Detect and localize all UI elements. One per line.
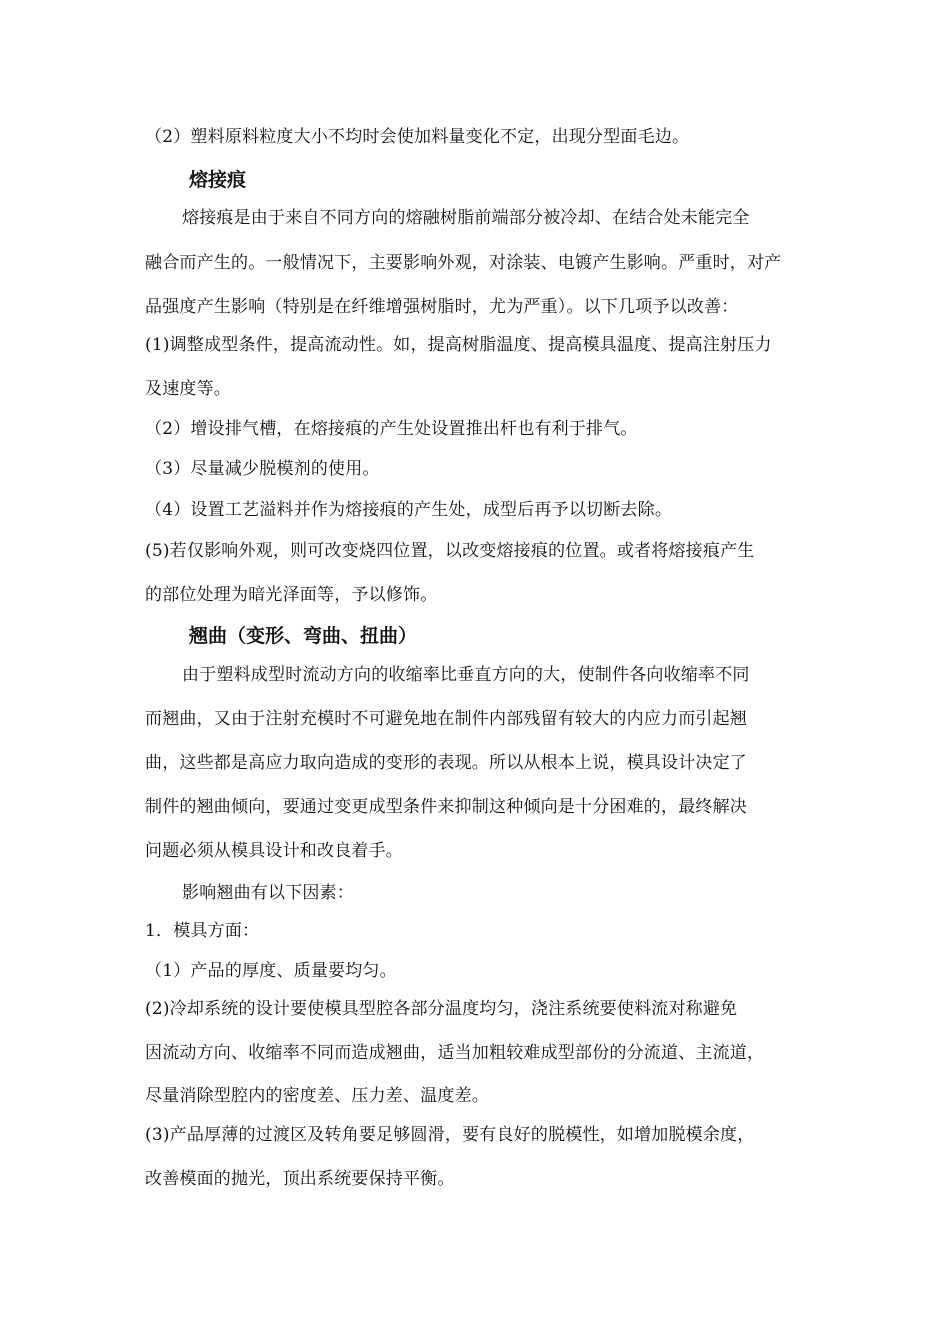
list-item-line: 的部位处理为暗光泽面等，予以修饰。 [145, 585, 438, 605]
factors-intro: 影响翘曲有以下因素： [182, 883, 354, 903]
paragraph-line: 曲，这些都是高应力取向造成的变形的表现。所以从根本上说，模具设计决定了 [145, 753, 747, 773]
list-item: （2）增设排气槽，在熔接痕的产生处设置推出杆也有利于排气。 [145, 419, 638, 439]
section-heading-weld-line: 熔接痕 [189, 169, 247, 191]
list-item-line: 改善模面的抛光，顶出系统要保持平衡。 [145, 1169, 455, 1189]
list-item: （1）产品的厚度、质量要均匀。 [145, 961, 397, 981]
list-item-line: (5)若仅影响外观，则可改变烧四位置，以改变熔接痕的位置。或者将熔接痕产生 [145, 541, 755, 561]
list-item: （3）尽量减少脱模剂的使用。 [145, 459, 380, 479]
list-item-line: 因流动方向、收缩率不同而造成翘曲，适当加粗较难成型部份的分流道、主流道， [145, 1043, 765, 1063]
paragraph-line: 融合而产生的。一般情况下，主要影响外观，对涂装、电镀产生影响。严重时，对产 [145, 253, 782, 273]
section-heading-warpage: 翘曲（变形、弯曲、扭曲） [189, 625, 418, 647]
subheading-mold: 1．模具方面： [145, 921, 260, 941]
list-item-line: 尽量消除型腔内的密度差、压力差、温度差。 [145, 1086, 489, 1106]
paragraph-line: 熔接痕是由于来自不同方向的熔融树脂前端部分被冷却、在结合处未能完全 [182, 208, 750, 228]
paragraph-line: 问题必须从模具设计和改良着手。 [145, 841, 403, 861]
list-item: （4）设置工艺溢料并作为熔接痕的产生处，成型后再予以切断去除。 [145, 500, 673, 520]
list-item-line: (1)调整成型条件，提高流动性。如，提高树脂温度、提高模具温度、提高注射压力 [145, 335, 772, 355]
paragraph-line: 而翘曲，又由于注射充模时不可避免地在制件内部残留有较大的内应力而引起翘 [145, 709, 747, 729]
list-item-line: (3)产品厚薄的过渡区及转角要足够圆滑，要有良好的脱模性，如增加脱模余度， [145, 1125, 755, 1145]
paragraph-line: 制件的翘曲倾向，要通过变更成型条件来抑制这种倾向是十分困难的，最终解决 [145, 797, 747, 817]
paragraph-line: 由于塑料成型时流动方向的收缩率比垂直方向的大，使制件各向收缩率不同 [182, 665, 750, 685]
paragraph-line: 品强度产生影响（特别是在纤维增强树脂时，尤为严重）。以下几项予以改善： [145, 297, 739, 317]
list-item-line: 及速度等。 [145, 379, 231, 399]
intro-line: （2）塑料原料粒度大小不均时会使加料量变化不定，出现分型面毛边。 [145, 127, 690, 147]
list-item-line: (2)冷却系统的设计要使模具型腔各部分温度均匀，浇注系统要使料流对称避免 [145, 999, 738, 1019]
